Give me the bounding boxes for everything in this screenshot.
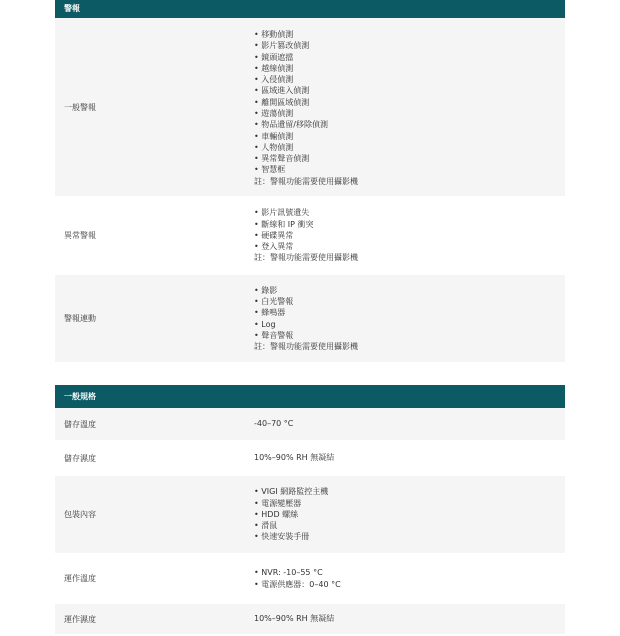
list-item: • 遊蕩偵測 bbox=[254, 108, 565, 119]
spec-label: 一般警報 bbox=[64, 102, 96, 112]
spec-value bbox=[248, 285, 565, 353]
spec-label: 儲存溫度 bbox=[64, 419, 96, 429]
spec-row-alarm-linkage bbox=[55, 275, 565, 364]
spec-row-package-contents bbox=[55, 476, 565, 555]
list-item: • 移動偵測 bbox=[254, 29, 565, 40]
section-header-general: 一般規格 bbox=[55, 385, 565, 408]
spec-row-storage-temperature bbox=[55, 408, 565, 442]
spec-value: -40–70 °C bbox=[254, 419, 294, 429]
section-gap bbox=[55, 364, 565, 385]
list-item: • 斷線和 IP 衝突 bbox=[254, 219, 565, 230]
list-item: • Log bbox=[254, 319, 565, 330]
section-header-alarm: 警報 bbox=[55, 0, 565, 18]
spec-value: 10%–90% RH 無凝結 bbox=[254, 614, 335, 624]
list-item: • 蜂鳴器 bbox=[254, 307, 565, 318]
list-item: • 電源變壓器 bbox=[254, 498, 565, 509]
spec-row-exception-alarm bbox=[55, 198, 565, 275]
list-item: • 錄影 bbox=[254, 285, 565, 296]
list-item: • 越線偵測 bbox=[254, 63, 565, 74]
list-item: • 人物偵測 bbox=[254, 142, 565, 153]
list-item: • 聲音警報 bbox=[254, 330, 565, 341]
list-item: • 硬碟異常 bbox=[254, 230, 565, 241]
spec-label: 包裝內容 bbox=[64, 510, 96, 519]
list-item: • 滑鼠 bbox=[254, 520, 565, 531]
list-item: • 鏡頭遮擋 bbox=[254, 52, 565, 63]
spec-note: 註：警報功能需要使用攝影機 bbox=[254, 342, 358, 352]
list-item: • 區域進入偵測 bbox=[254, 85, 565, 96]
list-item: • VIGI 網路監控主機 bbox=[254, 486, 565, 497]
list-item: • 電源供應器：0–40 °C bbox=[254, 579, 565, 590]
list-item: • 離開區域偵測 bbox=[254, 97, 565, 108]
spec-label: 運作濕度 bbox=[64, 614, 96, 624]
list-item: • 登入異常 bbox=[254, 241, 565, 252]
spec-list bbox=[254, 29, 565, 176]
list-item: • 智慧框 bbox=[254, 164, 565, 175]
spec-value bbox=[248, 27, 565, 187]
spec-list bbox=[254, 285, 565, 341]
spec-list bbox=[254, 486, 565, 542]
spec-label: 運作溫度 bbox=[64, 574, 96, 583]
list-item: • 異常聲音偵測 bbox=[254, 153, 565, 164]
spec-list bbox=[254, 207, 565, 252]
list-item: • 車輛偵測 bbox=[254, 131, 565, 142]
spec-label: 儲存濕度 bbox=[64, 453, 96, 463]
spec-note: 註：警報功能需要使用攝影機 bbox=[254, 176, 358, 186]
spec-value bbox=[248, 567, 565, 590]
spec-row-operating-temperature bbox=[55, 555, 565, 604]
spec-value bbox=[248, 486, 565, 542]
spec-row-storage-humidity bbox=[55, 442, 565, 476]
list-item: • 物品遺留/移除偵測 bbox=[254, 119, 565, 130]
list-item: • 入侵偵測 bbox=[254, 74, 565, 85]
spec-row-operating-humidity bbox=[55, 604, 565, 636]
spec-table bbox=[55, 0, 565, 636]
spec-value bbox=[248, 207, 565, 263]
spec-row-general-alarm bbox=[55, 18, 565, 198]
list-item: • NVR: -10–55 °C bbox=[254, 567, 565, 578]
spec-value: 10%–90% RH 無凝結 bbox=[254, 453, 335, 463]
list-item: • 白光警報 bbox=[254, 296, 565, 307]
list-item: • 影片訊號遺失 bbox=[254, 207, 565, 218]
spec-label: 警報連動 bbox=[64, 314, 96, 323]
spec-list bbox=[254, 567, 565, 590]
list-item: • 快速安裝手冊 bbox=[254, 531, 565, 542]
list-item: • 影片篡改偵測 bbox=[254, 40, 565, 51]
spec-label: 異常警報 bbox=[64, 231, 96, 240]
spec-note: 註：警報功能需要使用攝影機 bbox=[254, 253, 358, 263]
list-item: • HDD 螺絲 bbox=[254, 509, 565, 520]
